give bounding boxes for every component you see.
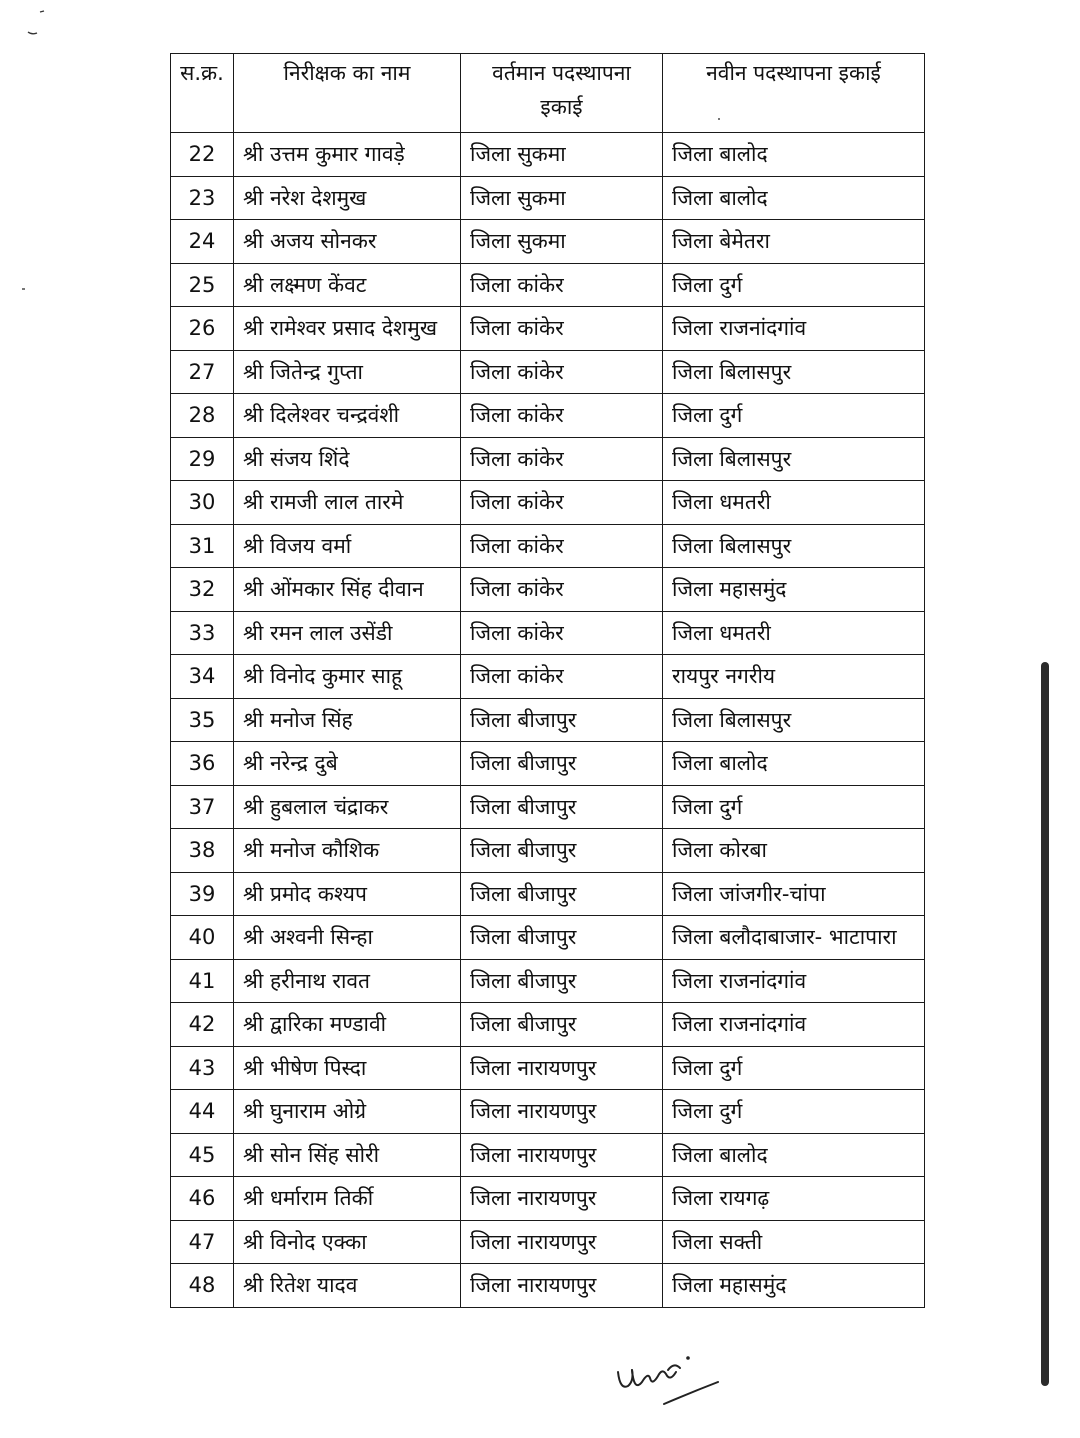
new-posting-unit: जिला बिलासपुर [663, 350, 925, 394]
current-posting-unit: जिला नारायणपुर [461, 1177, 663, 1221]
inspector-name: श्री विजय वर्मा [234, 524, 461, 568]
current-posting-unit: जिला बीजापुर [461, 698, 663, 742]
serial-number: 25 [171, 263, 234, 307]
current-posting-unit: जिला कांकेर [461, 307, 663, 351]
new-posting-unit: जिला दुर्ग [663, 1090, 925, 1134]
new-posting-unit: जिला जांजगीर-चांपा [663, 872, 925, 916]
inspector-name: श्री उत्तम कुमार गावड़े [234, 133, 461, 177]
table-row [171, 829, 925, 873]
current-posting-unit: जिला नारायणपुर [461, 1133, 663, 1177]
current-posting-unit: जिला सुकमा [461, 133, 663, 177]
new-posting-unit: जिला राजनांदगांव [663, 307, 925, 351]
inspector-name: श्री प्रमोद कश्यप [234, 872, 461, 916]
inspector-name: श्री विनोद एक्का [234, 1220, 461, 1264]
new-posting-unit: जिला दुर्ग [663, 785, 925, 829]
table-row [171, 959, 925, 1003]
table-row [171, 176, 925, 220]
new-posting-unit: जिला बलौदाबाजार- भाटापारा [663, 916, 925, 960]
serial-number: 28 [171, 394, 234, 438]
current-posting-unit: जिला कांकेर [461, 481, 663, 525]
inspector-name: श्री विनोद कुमार साहू [234, 655, 461, 699]
table-row [171, 1177, 925, 1221]
new-posting-unit: रायपुर नगरीय [663, 655, 925, 699]
serial-number: 38 [171, 829, 234, 873]
current-posting-unit: जिला बीजापुर [461, 1003, 663, 1047]
new-posting-unit: जिला बेमेतरा [663, 220, 925, 264]
header-new-unit: नवीन पदस्थापना इकाई [663, 54, 925, 133]
inspector-name: श्री रितेश यादव [234, 1264, 461, 1308]
inspector-name: श्री मनोज कौशिक [234, 829, 461, 873]
serial-number: 23 [171, 176, 234, 220]
current-posting-unit: जिला नारायणपुर [461, 1046, 663, 1090]
current-posting-unit: जिला कांकेर [461, 350, 663, 394]
new-posting-unit: जिला महासमुंद [663, 1264, 925, 1308]
serial-number: 33 [171, 611, 234, 655]
header-inspector-name: निरीक्षक का नाम [234, 54, 461, 133]
table-row [171, 133, 925, 177]
table-row [171, 1046, 925, 1090]
new-posting-unit: जिला दुर्ग [663, 263, 925, 307]
new-posting-unit: जिला बिलासपुर [663, 524, 925, 568]
new-posting-unit: जिला राजनांदगांव [663, 1003, 925, 1047]
serial-number: 30 [171, 481, 234, 525]
table-row [171, 785, 925, 829]
new-posting-unit: जिला सक्ती [663, 1220, 925, 1264]
current-posting-unit: जिला कांकेर [461, 437, 663, 481]
transfer-table [170, 53, 925, 1308]
inspector-name: श्री सोन सिंह सोरी [234, 1133, 461, 1177]
table-row [171, 1220, 925, 1264]
serial-number: 31 [171, 524, 234, 568]
new-posting-unit: जिला बालोद [663, 742, 925, 786]
header-serial: स.क्र. [171, 54, 234, 133]
serial-number: 29 [171, 437, 234, 481]
table-row [171, 394, 925, 438]
inspector-name: श्री अश्वनी सिन्हा [234, 916, 461, 960]
new-posting-unit: जिला बिलासपुर [663, 437, 925, 481]
serial-number: 36 [171, 742, 234, 786]
new-posting-unit: जिला रायगढ़ [663, 1177, 925, 1221]
current-posting-unit: जिला बीजापुर [461, 916, 663, 960]
current-posting-unit: जिला नारायणपुर [461, 1090, 663, 1134]
table-row [171, 568, 925, 612]
header-current-unit: वर्तमान पदस्थापना इकाई [461, 54, 663, 133]
new-posting-unit: जिला धमतरी [663, 611, 925, 655]
current-posting-unit: जिला सुकमा [461, 176, 663, 220]
serial-number: 24 [171, 220, 234, 264]
current-posting-unit: जिला कांकेर [461, 655, 663, 699]
serial-number: 32 [171, 568, 234, 612]
table-row [171, 1264, 925, 1308]
inspector-name: श्री रामेश्वर प्रसाद देशमुख [234, 307, 461, 351]
serial-number: 27 [171, 350, 234, 394]
current-posting-unit: जिला बीजापुर [461, 872, 663, 916]
serial-number: 34 [171, 655, 234, 699]
current-posting-unit: जिला कांकेर [461, 611, 663, 655]
current-posting-unit: जिला कांकेर [461, 568, 663, 612]
table-row [171, 916, 925, 960]
signature-icon [612, 1348, 724, 1410]
inspector-name: श्री जितेन्द्र गुप्ता [234, 350, 461, 394]
table-row [171, 655, 925, 699]
serial-number: 39 [171, 872, 234, 916]
table-row [171, 350, 925, 394]
serial-number: 47 [171, 1220, 234, 1264]
table-row [171, 481, 925, 525]
table-row [171, 307, 925, 351]
serial-number: 46 [171, 1177, 234, 1221]
serial-number: 22 [171, 133, 234, 177]
current-posting-unit: जिला सुकमा [461, 220, 663, 264]
serial-number: 26 [171, 307, 234, 351]
inspector-name: श्री हुबलाल चंद्राकर [234, 785, 461, 829]
current-posting-unit: जिला कांकेर [461, 394, 663, 438]
table-header-row [171, 54, 925, 133]
table-row [171, 742, 925, 786]
serial-number: 37 [171, 785, 234, 829]
table-row [171, 220, 925, 264]
new-posting-unit: जिला कोरबा [663, 829, 925, 873]
current-posting-unit: जिला बीजापुर [461, 829, 663, 873]
serial-number: 42 [171, 1003, 234, 1047]
table-row [171, 1003, 925, 1047]
table-row [171, 698, 925, 742]
current-posting-unit: जिला नारायणपुर [461, 1220, 663, 1264]
serial-number: 44 [171, 1090, 234, 1134]
inspector-name: श्री दिलेश्वर चन्द्रवंशी [234, 394, 461, 438]
new-posting-unit: जिला बालोद [663, 1133, 925, 1177]
table-row [171, 872, 925, 916]
current-posting-unit: जिला नारायणपुर [461, 1264, 663, 1308]
table-row [171, 1133, 925, 1177]
table-row [171, 1090, 925, 1134]
inspector-name: श्री धर्माराम तिर्की [234, 1177, 461, 1221]
inspector-name: श्री नरेन्द्र दुबे [234, 742, 461, 786]
inspector-name: श्री हरीनाथ रावत [234, 959, 461, 1003]
serial-number: 45 [171, 1133, 234, 1177]
inspector-name: श्री नरेश देशमुख [234, 176, 461, 220]
inspector-name: श्री अजय सोनकर [234, 220, 461, 264]
new-posting-unit: जिला धमतरी [663, 481, 925, 525]
inspector-name: श्री मनोज सिंह [234, 698, 461, 742]
inspector-name: श्री घुनाराम ओग्रे [234, 1090, 461, 1134]
serial-number: 35 [171, 698, 234, 742]
inspector-name: श्री लक्ष्मण केंवट [234, 263, 461, 307]
new-posting-unit: जिला राजनांदगांव [663, 959, 925, 1003]
serial-number: 40 [171, 916, 234, 960]
scrollbar[interactable] [1041, 662, 1049, 1386]
inspector-name: श्री रमन लाल उसेंडी [234, 611, 461, 655]
new-posting-unit: जिला दुर्ग [663, 1046, 925, 1090]
serial-number: 41 [171, 959, 234, 1003]
new-posting-unit: जिला बालोद [663, 133, 925, 177]
current-posting-unit: जिला बीजापुर [461, 959, 663, 1003]
inspector-name: श्री द्वारिका मण्डावी [234, 1003, 461, 1047]
new-posting-unit: जिला बालोद [663, 176, 925, 220]
serial-number: 43 [171, 1046, 234, 1090]
new-posting-unit: जिला महासमुंद [663, 568, 925, 612]
current-posting-unit: जिला बीजापुर [461, 742, 663, 786]
table-row [171, 263, 925, 307]
current-posting-unit: जिला कांकेर [461, 524, 663, 568]
serial-number: 48 [171, 1264, 234, 1308]
table-row [171, 437, 925, 481]
inspector-name: श्री ओंमकार सिंह दीवान [234, 568, 461, 612]
table-row [171, 611, 925, 655]
scan-speck [22, 288, 25, 290]
new-posting-unit: जिला बिलासपुर [663, 698, 925, 742]
inspector-name: श्री भीषेण पिस्दा [234, 1046, 461, 1090]
inspector-name: श्री रामजी लाल तारमे [234, 481, 461, 525]
scan-mark-icon [26, 10, 48, 36]
current-posting-unit: जिला बीजापुर [461, 785, 663, 829]
new-posting-unit: जिला दुर्ग [663, 394, 925, 438]
table-row [171, 524, 925, 568]
inspector-name: श्री संजय शिंदे [234, 437, 461, 481]
current-posting-unit: जिला कांकेर [461, 263, 663, 307]
